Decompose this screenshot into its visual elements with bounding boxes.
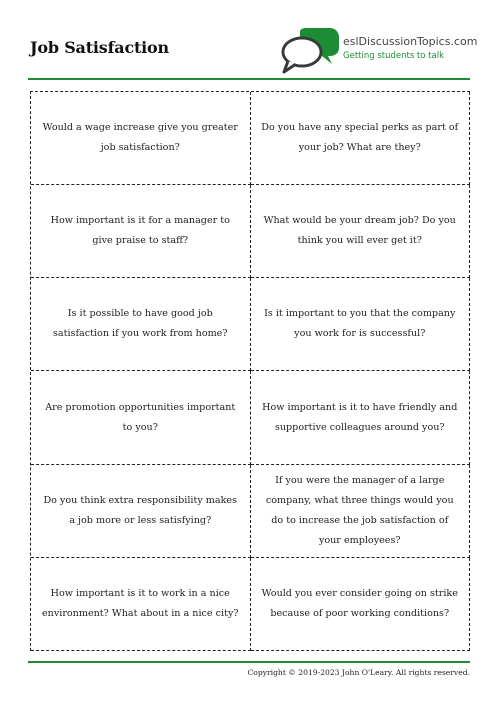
question-text: How important is it for a manager to give praise to staff? (50, 215, 230, 247)
question-text: If you were the manager of a large company, what three things would you do to increase the job satisfaction of your employees? (265, 474, 454, 546)
brand-name: eslDiscussionTopics.com (343, 35, 478, 48)
question-card (31, 185, 251, 278)
question-text: Would you ever consider going on strike because of poor working conditions? (261, 587, 458, 619)
question-card (251, 558, 471, 651)
page-title: Job Satisfaction (30, 38, 169, 57)
question-text: How important is it to work in a nice environment? What about in a nice city? (41, 587, 239, 619)
site-logo (280, 28, 480, 76)
question-card (31, 558, 251, 651)
question-card (251, 92, 471, 185)
question-card (31, 371, 251, 464)
question-card (31, 465, 251, 558)
question-card (31, 92, 251, 185)
speech-bubbles-icon (280, 28, 342, 76)
brand-tagline: Getting students to talk (343, 51, 445, 61)
question-cards-grid (30, 91, 470, 651)
question-card (31, 278, 251, 371)
question-text: Is it possible to have good job satisfaction if you work from home? (52, 308, 228, 340)
header-divider (28, 78, 470, 80)
question-card (251, 371, 471, 464)
question-card (251, 185, 471, 278)
question-text: What would be your dream job? Do you think you will ever get it? (263, 215, 456, 247)
question-card (251, 465, 471, 558)
question-text: Are promotion opportunities important to you? (45, 401, 236, 433)
question-text: Do you think extra responsibility makes a job more or less satisfying? (43, 494, 238, 526)
footer-divider (28, 661, 470, 663)
copyright-notice: Copyright © 2019-2023 John O'Leary. All rights reserved. (247, 668, 470, 677)
question-text: Is it important to you that the company you work for is successful? (264, 308, 456, 340)
question-text: How important is it to have friendly and supportive colleagues around you? (262, 401, 458, 433)
question-card (251, 278, 471, 371)
question-text: Do you have any special perks as part of your job? What are they? (261, 122, 459, 154)
question-text: Would a wage increase give you greater job satisfaction? (42, 122, 238, 154)
